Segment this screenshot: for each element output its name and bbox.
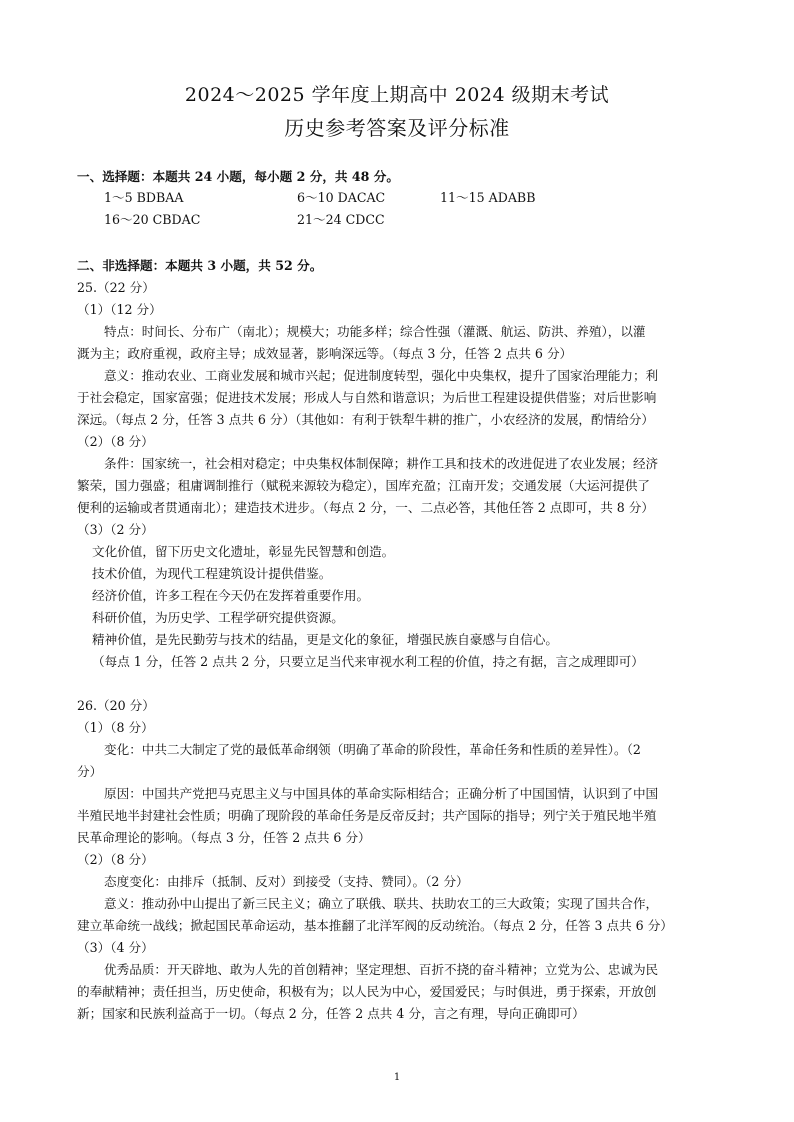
q25-part2-header: （2）（8 分） xyxy=(77,434,154,449)
answer-group-4: 16～20 CBDAC xyxy=(104,212,201,227)
q25-part3-header: （3）（2 分） xyxy=(77,522,154,537)
text-line: 优秀品质：开天辟地、敢为人先的首创精神；坚定理想、百折不挠的奋斗精神；立党为公、忠诚为民 xyxy=(104,962,659,977)
q26-part1-header: （1）（8 分） xyxy=(77,720,154,735)
section-1-heading: 一、选择题：本题共 24 小题，每小题 2 分，共 48 分。 xyxy=(77,169,399,184)
text-line: 科研价值，为历史学、工程学研究提供资源。 xyxy=(92,610,344,625)
text-line: 民革命理论的影响。（每点 3 分，任答 2 点共 6 分） xyxy=(77,830,371,845)
text-line: 经济价值，许多工程在今天仍在发挥着重要作用。 xyxy=(92,588,370,603)
text-line: 文化价值，留下历史文化遗址，彰显先民智慧和创造。 xyxy=(92,544,395,559)
question-25-header: 25.（22 分） xyxy=(77,280,155,295)
text-line: 分） xyxy=(77,764,103,779)
text-line: 便利的运输或者贯通南北）；建造技术进步。（每点 2 分，一、二点必答，其他任答 2 点即可，共 8 分） xyxy=(77,500,654,515)
answer-group-2: 6～10 DACAC xyxy=(297,190,386,205)
text-line: 变化：中共二大制定了党的最低革命纲领（明确了革命的阶段性，革命任务和性质的差异性）。（2 xyxy=(104,742,641,757)
q26-part2-header: （2）（8 分） xyxy=(77,852,154,867)
answer-group-3: 11～15 ADABB xyxy=(440,190,536,205)
text-line: 技术价值，为现代工程建筑设计提供借鉴。 xyxy=(92,566,332,581)
section-2-heading: 二、非选择题：本题共 3 小题，共 52 分。 xyxy=(77,258,323,273)
page-number: 1 xyxy=(393,1072,401,1083)
answer-group-1: 1～5 BDBAA xyxy=(104,190,184,205)
text-line: 态度变化：由排斥（抵制、反对）到接受（支持、赞同）。（2 分） xyxy=(104,874,469,889)
text-line: 条件：国家统一，社会相对稳定；中央集权体制保障；耕作工具和技术的改进促进了农业发展；经济 xyxy=(104,456,659,471)
text-line: 溉为主；政府重视，政府主导；成效显著，影响深远等。（每点 3 分，任答 2 点共 6 分） xyxy=(77,346,573,361)
text-line: 建立革命统一战线；掀起国民革命运动，基本推翻了北洋军阀的反动统治。（每点 2 分，任答 3 点共 6 分） xyxy=(77,918,673,933)
text-line: 于社会稳定，国家富强；促进技术发展；形成人与自然和谐意识；为后世工程建设提供借鉴；对后世影响 xyxy=(77,390,657,405)
text-line: 繁荣，国力强盛；租庸调制推行（赋税来源较为稳定），国库充盈；江南开发；交通发展（大运河提供了 xyxy=(77,478,651,493)
text-line: 深远。（每点 2 分，任答 3 点共 6 分）（其他如：有利于铁犁牛耕的推广，小农经济的发展，酌情给分） xyxy=(77,412,654,427)
question-26-header: 26.（20 分） xyxy=(77,698,155,713)
document-subtitle: 历史参考答案及评分标准 xyxy=(284,116,510,140)
text-line: 新；国家和民族利益高于一切。（每点 2 分，任答 2 点共 4 分，言之有理，导向正确即可） xyxy=(77,1006,585,1021)
text-line: （每点 1 分，任答 2 点共 2 分，只要立足当代来审视水利工程的价值，持之有据，言之成理即可） xyxy=(92,654,644,669)
text-line: 半殖民地半封建社会性质；明确了现阶段的革命任务是反帝反封；共产国际的指导；列宁关于殖民地半殖 xyxy=(77,808,657,823)
text-line: 意义：推动农业、工商业发展和城市兴起；促进制度转型，强化中央集权，提升了国家治理能力；利 xyxy=(104,368,659,383)
text-line: 特点：时间长、分布广（南北）；规模大；功能多样；综合性强（灌溉、航运、防洪、养殖），以灌 xyxy=(104,324,646,339)
answer-group-5: 21～24 CDCC xyxy=(297,212,385,227)
q26-part3-header: （3）（4 分） xyxy=(77,940,154,955)
text-line: 原因：中国共产党把马克思主义与中国具体的革命实际相结合；正确分析了中国国情，认识到了中国 xyxy=(104,786,659,801)
text-line: 意义：推动孙中山提出了新三民主义；确立了联俄、联共、扶助农工的三大政策；实现了国共合作， xyxy=(104,896,659,911)
q25-part1-header: （1）（12 分） xyxy=(77,302,162,317)
document-title: 2024～2025 学年度上期高中 2024 级期末考试 xyxy=(184,84,610,106)
text-line: 的奉献精神；责任担当，历史使命，积极有为；以人民为中心，爱国爱民；与时俱进，勇于探索，开放创 xyxy=(77,984,657,999)
text-line: 精神价值，是先民勤劳与技术的结晶，更是文化的象征，增强民族自豪感与自信心。 xyxy=(92,632,558,647)
